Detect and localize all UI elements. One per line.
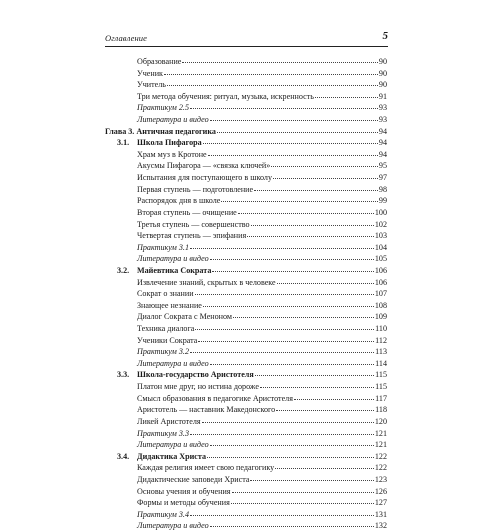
toc-entry-title: Литература и видео [137, 358, 209, 368]
toc-entry-title: Испытания для поступающего в школу [137, 173, 273, 183]
dot-leader [271, 158, 378, 167]
toc-entry-title: Основы учения и обучения [137, 486, 231, 496]
toc-page-number: 93 [378, 103, 387, 113]
dot-leader [275, 460, 374, 469]
dot-leader [212, 263, 373, 272]
toc-entry-title: Первая ступень — подготовление [137, 184, 254, 194]
toc-page-number: 106 [374, 265, 387, 275]
dot-leader [210, 356, 374, 365]
toc-entry-title: Литература и видео [137, 440, 209, 450]
toc-page-number: 94 [378, 126, 387, 136]
toc-page-number: 118 [375, 405, 387, 415]
dot-leader [190, 100, 378, 109]
toc-entry-title: Дидактика Христа [137, 451, 207, 461]
toc-section-number: 3.1. [117, 138, 130, 148]
toc-page-number: 103 [374, 231, 387, 241]
toc-page-number: 107 [374, 289, 387, 299]
toc-page-number: 102 [374, 219, 387, 229]
toc-entry-title: Аристотель — наставник Македонского [137, 405, 276, 415]
toc-entry-title: Ученик [137, 68, 163, 78]
dot-leader [254, 182, 378, 191]
toc-entry-title: Литература и видео [137, 115, 209, 125]
toc-page-number: 114 [375, 358, 387, 368]
dot-leader [195, 286, 374, 295]
dot-leader [203, 135, 378, 144]
toc-entry-title: Образование [137, 57, 182, 66]
toc-page-number: 127 [374, 498, 387, 508]
toc-entry-title: Глава 3. Античная педагогика [105, 126, 216, 136]
toc-entry-title: Практикум 2.5 [137, 103, 189, 113]
dot-leader [198, 333, 374, 342]
running-header [105, 30, 388, 45]
dot-leader [182, 54, 378, 63]
toc-page-number: 106 [374, 277, 387, 287]
toc-entry-title: Техника диалога [137, 324, 195, 334]
dot-leader [167, 77, 378, 86]
toc-entry-title: Каждая религия имеет свою педагогику [137, 463, 275, 473]
toc-entry-title: Вторая ступень — очищение [137, 207, 237, 217]
dot-leader [251, 217, 374, 226]
toc-page-number: 108 [374, 300, 387, 310]
toc-page-number: 109 [374, 312, 387, 322]
toc-page-number: 99 [378, 196, 387, 206]
dot-leader [190, 240, 374, 249]
toc-entry-title: Школа-государство Аристотеля [137, 370, 254, 380]
toc-page-number: 115 [375, 382, 387, 392]
toc-entry-title: Извлечение знаний, скрытых в человеке [137, 277, 276, 287]
dot-leader [294, 391, 374, 400]
toc-entry-title: Литература и видео [137, 254, 209, 264]
dot-leader [210, 518, 374, 527]
toc-page-number: 115 [375, 370, 387, 380]
toc-entry-title: Платон мне друг, но истина дороже [137, 382, 260, 392]
toc-entry-title: Дидактические заповеди Христа [137, 474, 250, 484]
toc-entry-title: Литература и видео [137, 521, 209, 531]
toc-entry-title: Третья ступень — совершенство [137, 219, 250, 229]
toc-page-number: 122 [374, 451, 387, 461]
toc-page-number: 90 [378, 68, 387, 78]
dot-leader [190, 344, 374, 353]
toc-page-number: 110 [375, 324, 387, 334]
dot-leader [232, 484, 374, 493]
toc-entry [105, 519, 387, 531]
toc-entry-title: Ликей Аристотеля [137, 416, 201, 426]
dot-leader [315, 89, 378, 98]
toc-entry-title: Практикум 3.1 [137, 242, 189, 252]
toc-page-number: 123 [374, 474, 387, 484]
table-of-contents [105, 55, 387, 531]
dot-leader [238, 205, 374, 214]
toc-page-number: 95 [378, 161, 387, 171]
dot-leader [210, 251, 374, 260]
dot-leader [255, 367, 374, 376]
dot-leader [260, 379, 374, 388]
dot-leader [210, 437, 374, 446]
toc-page-number: 94 [378, 138, 387, 148]
toc-page-number: 113 [375, 347, 387, 357]
dot-leader [207, 449, 374, 458]
dot-leader [208, 147, 378, 156]
toc-page-number: 121 [374, 440, 387, 450]
toc-entry-title: Сократ о знании [137, 289, 194, 299]
toc-section-number: 3.4. [117, 451, 130, 461]
dot-leader [203, 298, 374, 307]
toc-entry-title: Диалог Сократа с Меноном [137, 312, 233, 322]
page-number: 5 [382, 30, 388, 42]
toc-page-number: 91 [378, 91, 387, 101]
toc-entry-title: Три метода обучения: ритуал, музыка, искренность [137, 91, 314, 101]
toc-page-number: 90 [378, 80, 387, 90]
toc-entry-title: Практикум 3.4 [137, 509, 189, 519]
toc-entry-title: Формы и методы обучения [137, 498, 230, 508]
toc-entry-title: Ученики Сократа [137, 335, 198, 345]
toc-page-number: 131 [374, 509, 387, 519]
toc-page-number: 98 [378, 184, 387, 194]
dot-leader [250, 472, 373, 481]
toc-page-number: 97 [378, 173, 387, 183]
toc-entry-title: Знающее незнание [137, 300, 202, 310]
dot-leader [164, 66, 378, 75]
toc-entry-title: Четвертая ступень — эпифания [137, 231, 247, 241]
dot-leader [233, 309, 374, 318]
dot-leader [190, 426, 374, 435]
header-rule [105, 46, 388, 47]
toc-page-number: 132 [374, 521, 387, 531]
toc-page-number: 100 [374, 207, 387, 217]
toc-entry-title: Смысл образования в педагогике Аристотеля [137, 393, 293, 403]
dot-leader [276, 402, 374, 411]
running-header-title: Оглавление [105, 33, 148, 43]
dot-leader [221, 193, 378, 202]
dot-leader [190, 507, 374, 516]
toc-page-number: 104 [374, 242, 387, 252]
dot-leader [210, 112, 378, 121]
toc-entry-title: Практикум 3.2 [137, 347, 189, 357]
dot-leader [273, 170, 378, 179]
toc-section-number: 3.2. [117, 265, 130, 275]
toc-page-number: 94 [378, 149, 387, 159]
toc-entry-title: Храм муз в Кротоне [137, 149, 207, 159]
toc-page-number: 120 [374, 416, 387, 426]
toc-page-number: 117 [375, 393, 387, 403]
toc-page-number: 126 [374, 486, 387, 496]
toc-entry-title: Школа Пифагора [137, 138, 202, 148]
toc-entry-title: Майевтика Сократа [137, 265, 212, 275]
dot-leader [195, 321, 374, 330]
toc-page-number: 122 [374, 463, 387, 473]
dot-leader [202, 414, 374, 423]
toc-entry-title: Учитель [137, 80, 166, 90]
toc-entry-title: Практикум 3.3 [137, 428, 189, 438]
toc-page-number: 93 [378, 115, 387, 125]
toc-page-number: 105 [374, 254, 387, 264]
dot-leader [277, 275, 374, 284]
toc-entry-title: Акусмы Пифагора — «связка ключей» [137, 161, 271, 171]
dot-leader [217, 124, 378, 133]
toc-section-number: 3.3. [117, 370, 130, 380]
toc-entry-title: Распорядок дня в школе [137, 196, 221, 206]
toc-page-number: 112 [375, 335, 387, 345]
toc-page-number: 121 [374, 428, 387, 438]
dot-leader [247, 228, 374, 237]
toc-page-number: 90 [378, 57, 387, 66]
